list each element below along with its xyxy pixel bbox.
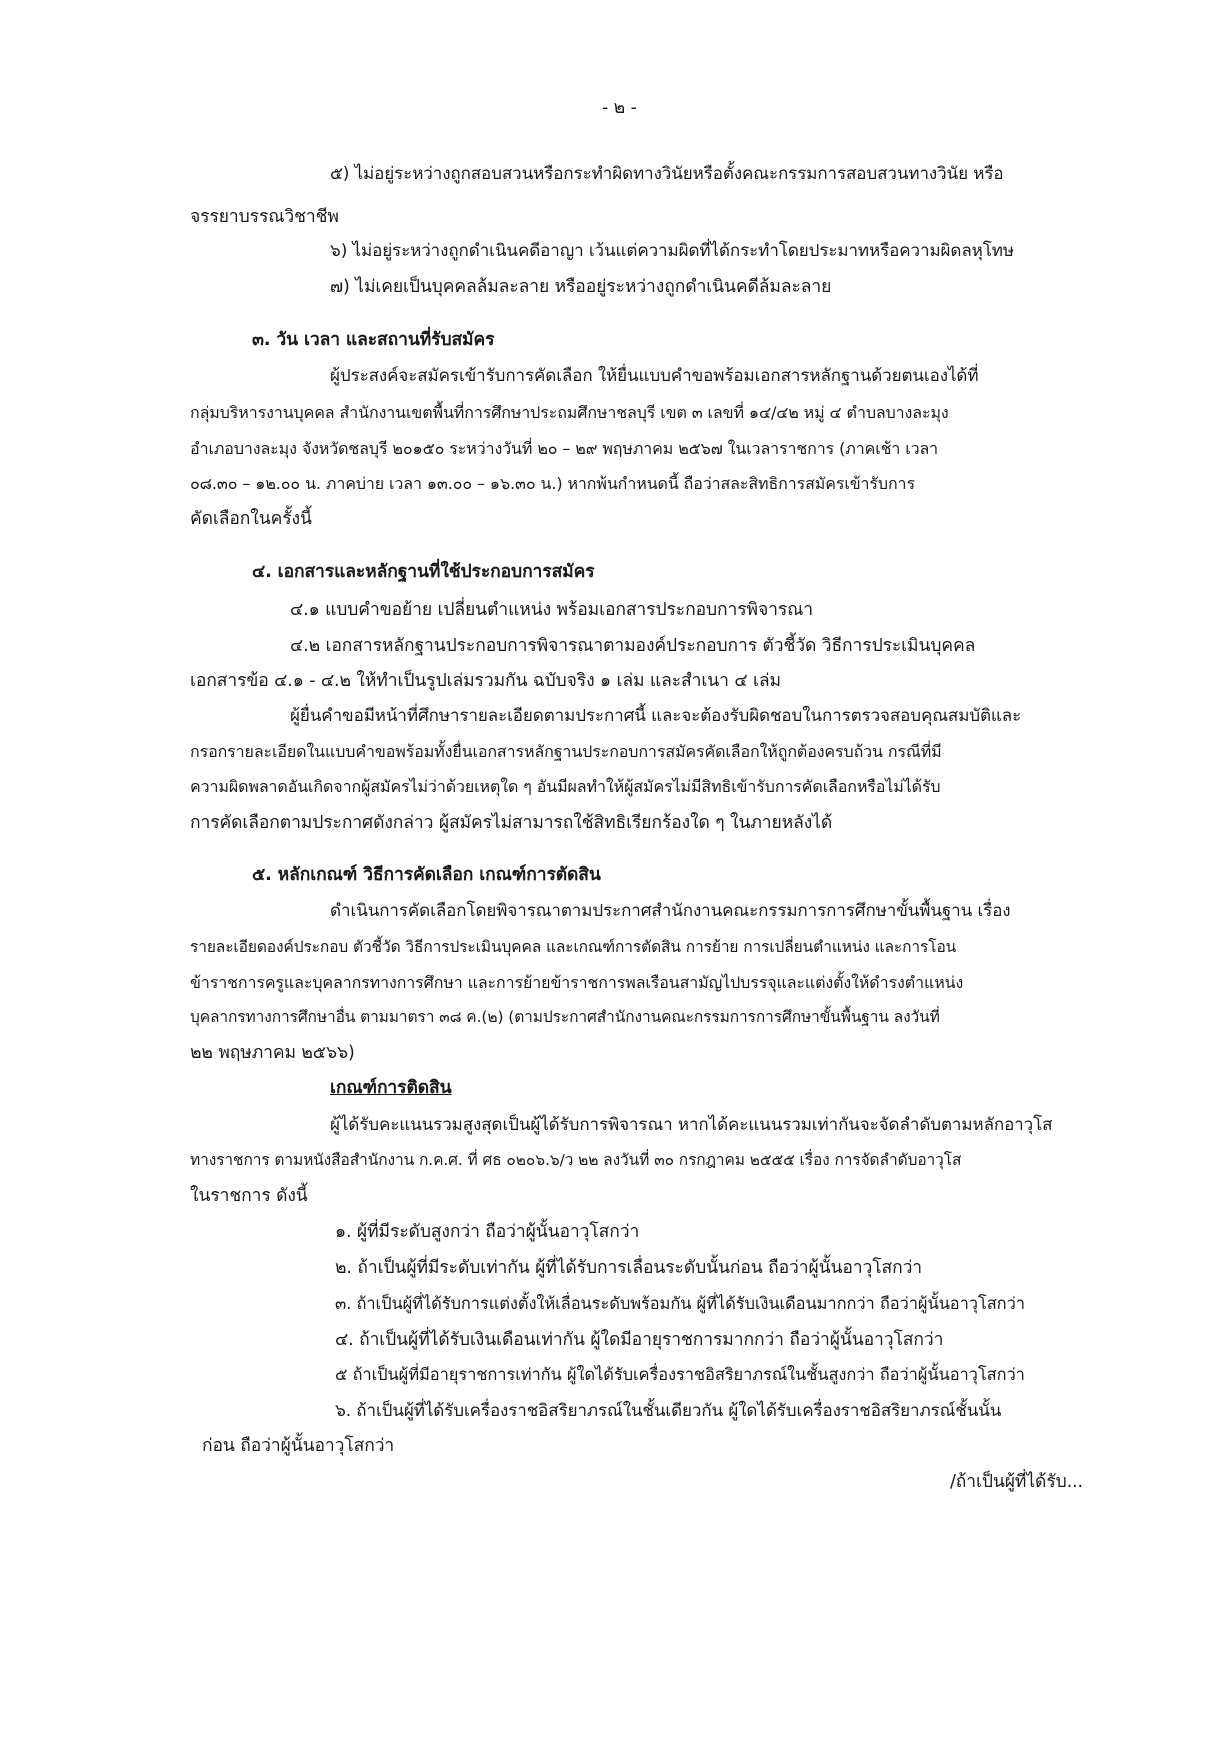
- paragraph-line: ดำเนินการคัดเลือกโดยพิจารณาตามประกาศสำนักงานคณะกรรมการการศึกษาขั้นพื้นฐาน เรื่อง: [330, 901, 1011, 921]
- list-item: ๖. ถ้าเป็นผู้ที่ได้รับเครื่องราชอิสริยาภรณ์ในชั้นเดียวกัน ผู้ใดได้รับเครื่องราชอิสริยาภรณ์ชั้นนั้น: [335, 1401, 1002, 1421]
- paragraph-line: ข้าราชการครูและบุคลากรทางการศึกษา และการย้ายข้าราชการพลเรือนสามัญไปบรรจุและแต่งตั้งให้ดำรงตำแหน่ง: [190, 973, 964, 992]
- paragraph-line: ความผิดพลาดอันเกิดจากผู้สมัครไม่ว่าด้วยเหตุใด ๆ อันมีผลทำให้ผู้สมัครไม่มีสิทธิเข้ารับการคัดเลือกหรือไม่ได้รับ: [190, 777, 941, 796]
- paragraph-line: ๗) ไม่เคยเป็นบุคคลล้มละลาย หรืออยู่ระหว่างถูกดำเนินคดีล้มละลาย: [330, 277, 832, 297]
- paragraph-line: คัดเลือกในครั้งนี้: [190, 509, 312, 529]
- paragraph-line: การคัดเลือกตามประกาศดังกล่าว ผู้สมัครไม่สามารถใช้สิทธิเรียกร้องใด ๆ ในภายหลังได้: [190, 813, 833, 833]
- paragraph-line: บุคลากรทางการศึกษาอื่น ตามมาตรา ๓๘ ค.(๒) (ตามประกาศสำนักงานคณะกรรมการการศึกษาขั้นพื้นฐาน ลงวันที่: [190, 1008, 940, 1026]
- paragraph-line: ๒๒ พฤษภาคม ๒๕๖๖): [190, 1043, 355, 1063]
- list-item: ๕ ถ้าเป็นผู้ที่มีอายุราชการเท่ากัน ผู้ใดได้รับเครื่องราชอิสริยาภรณ์ในชั้นสูงกว่า ถือว่าผู้นั้นอาวุโสกว่า: [335, 1365, 1025, 1384]
- paragraph-line: ๕) ไม่อยู่ระหว่างถูกสอบสวนหรือกระทำผิดทางวินัยหรือตั้งคณะกรรมการสอบสวนทางวินัย หรือ: [330, 164, 1004, 184]
- paragraph-line: รายละเอียดองค์ประกอบ ตัวชี้วัด วิธีการประเมินบุคคล และเกณฑ์การตัดสิน การย้าย การเปลี่ยนตำแหน่ง และการโอน: [190, 938, 957, 956]
- paragraph-line: ๔.๑ แบบคำขอย้าย เปลี่ยนตำแหน่ง พร้อมเอกสารประกอบการพิจารณา: [290, 600, 813, 620]
- page-number: - ๒ -: [602, 98, 637, 118]
- paragraph-line: กลุ่มบริหารงานบุคคล สำนักงานเขตพื้นที่การศึกษาประถมศึกษาชลบุรี เขต ๓ เลขที่ ๑๔/๔๒ หมู่ ๔ ตำบลบางละมุง: [190, 403, 949, 422]
- section-heading: ๔. เอกสารและหลักฐานที่ใช้ประกอบการสมัคร: [252, 562, 595, 582]
- paragraph-line: ทางราชการ ตามหนังสือสำนักงาน ก.ค.ศ. ที่ ศธ ๐๒๐๖.๖/ว ๒๒ ลงวันที่ ๓๐ กรกฎาคม ๒๕๕๕ เรื่อง การจัดลำดับอาวุโส: [190, 1151, 962, 1169]
- list-item: ๑. ผู้ที่มีระดับสูงกว่า ถือว่าผู้นั้นอาวุโสกว่า: [335, 1222, 640, 1242]
- paragraph-line: ๔.๒ เอกสารหลักฐานประกอบการพิจารณาตามองค์ประกอบการ ตัวชี้วัด วิธีการประเมินบุคคล: [290, 636, 976, 656]
- section-heading: ๕. หลักเกณฑ์ วิธีการคัดเลือก เกณฑ์การตัดสิน: [252, 865, 601, 885]
- paragraph-line: ๖) ไม่อยู่ระหว่างถูกดำเนินคดีอาญา เว้นแต่ความผิดที่ได้กระทำโดยประมาทหรือความผิดลหุโทษ: [330, 241, 1015, 261]
- criteria-heading: เกณฑ์การติดสิน: [330, 1078, 452, 1098]
- list-item: ๒. ถ้าเป็นผู้ที่มีระดับเท่ากัน ผู้ที่ได้รับการเลื่อนระดับนั้นก่อน ถือว่าผู้นั้นอาวุโสกว่า: [335, 1258, 923, 1278]
- continuation-note: /ถ้าเป็นผู้ที่ได้รับ...: [950, 1472, 1084, 1492]
- paragraph-line: อำเภอบางละมุง จังหวัดชลบุรี ๒๐๑๕๐ ระหว่างวันที่ ๒๐ – ๒๙ พฤษภาคม ๒๕๖๗ ในเวลาราชการ (ภาคเช้า เวลา: [190, 439, 939, 458]
- section-heading: ๓. วัน เวลา และสถานที่รับสมัคร: [252, 330, 495, 350]
- paragraph-line: ผู้ได้รับคะแนนรวมสูงสุดเป็นผู้ได้รับการพิจารณา หากได้คะแนนรวมเท่ากันจะจัดลำดับตามหลักอาวุโส: [330, 1115, 1053, 1135]
- paragraph-line: กรอกรายละเอียดในแบบคำขอพร้อมทั้งยื่นเอกสารหลักฐานประกอบการสมัครคัดเลือกให้ถูกต้องครบถ้วน กรณีที่มี: [190, 742, 942, 761]
- paragraph-line: ในราชการ ดังนี้: [190, 1186, 308, 1206]
- paragraph-line: ผู้ยื่นคำขอมีหน้าที่ศึกษารายละเอียดตามประกาศนี้ และจะต้องรับผิดชอบในการตรวจสอบคุณสมบัติและ: [290, 706, 1022, 726]
- list-item: ก่อน ถือว่าผู้นั้นอาวุโสกว่า: [202, 1436, 395, 1456]
- paragraph-line: ผู้ประสงค์จะสมัครเข้ารับการคัดเลือก ให้ยื่นแบบคำขอพร้อมเอกสารหลักฐานด้วยตนเองได้ที่: [330, 366, 979, 386]
- paragraph-line: เอกสารข้อ ๔.๑ - ๔.๒ ให้ทำเป็นรูปเล่มรวมกัน ฉบับจริง ๑ เล่ม และสำเนา ๔ เล่ม: [190, 671, 781, 691]
- list-item: ๔. ถ้าเป็นผู้ที่ได้รับเงินเดือนเท่ากัน ผู้ใดมีอายุราชการมากกว่า ถือว่าผู้นั้นอาวุโสกว่า: [335, 1330, 944, 1350]
- list-item: ๓. ถ้าเป็นผู้ที่ได้รับการแต่งตั้งให้เลื่อนระดับพร้อมกัน ผู้ที่ได้รับเงินเดือนมากกว่า ถือว่าผู้นั้นอาวุโสกว่า: [335, 1294, 1025, 1313]
- paragraph-line: ๐๘.๓๐ – ๑๒.๐๐ น. ภาคบ่าย เวลา ๑๓.๐๐ – ๑๖.๓๐ น.) หากพ้นกำหนดนี้ ถือว่าสละสิทธิการสมัครเข้ารับการ: [190, 474, 915, 493]
- paragraph-line: จรรยาบรรณวิชาชีพ: [190, 207, 339, 227]
